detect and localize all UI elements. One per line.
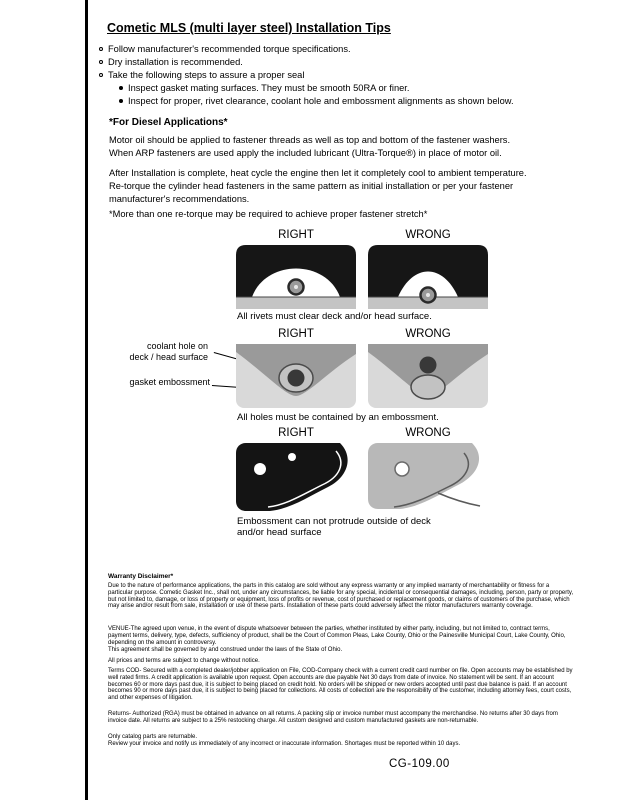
left-margin-rule: [85, 0, 88, 800]
right-label: RIGHT: [278, 328, 314, 340]
diagram-protrusion-right: [236, 443, 356, 511]
diagram-embossment-wrong: [368, 344, 488, 408]
wrong-label: WRONG: [405, 229, 451, 241]
disclaimer-heading: Warranty Disclaimer*: [108, 573, 174, 580]
gasket-hole: [254, 463, 266, 475]
disclaimer-paragraph: Due to the nature of performance applications, the parts in this catalog are sold without any express warranty or any implied warranty of merchantability or fitness for a particular purpose. Cometic Gasket Inc., shall not, under any circumstances, be liable for any special, incidental or consequential damages, including, person, party or property, but not limited to, damage, or loss of property or equipment, loss of profits or revenue, cost of purchased or replacement goods, or claims of customers of the purchase, which may arise and/or result from sale, installation or use of these parts. Installation of these parts could adversely affect the motor manufacturers warranty coverage.: [108, 583, 574, 610]
disclaimer-paragraph: Terms COD- Secured with a completed dealer/jobber application on File, COD-Company check with a current credit card number on file. Open accounts may be established by well rated firms. A credit application is available upon request. Open accounts are due payable Net 30 days from date of invoice. No statement will be sent. If an account becomes 60 or more days past due, it is subject to being placed on credit hold. No orders will be shipped or new orders accepted until past due balance is paid. If an account becomes 90 or more days past due, it is subject to being placed for collections. All costs of collection are the responsibility of the customer, including attorney fees, court costs, and other expenses of litigation.: [108, 668, 573, 702]
right-label: RIGHT: [278, 229, 314, 241]
diagram-caption: All holes must be contained by an embossment.: [237, 412, 439, 423]
tip-text: Inspect for proper, rivet clearance, coolant hole and embossment alignments as shown below.: [128, 96, 514, 106]
gasket-hole: [288, 453, 296, 461]
diagram-embossment-right: [236, 344, 356, 408]
diagram-protrusion-wrong: [368, 443, 488, 511]
tip-item: [99, 70, 304, 80]
tip-sub-item: [119, 96, 514, 106]
tip-text: Inspect gasket mating surfaces. They must be smooth 50RA or finer.: [128, 83, 410, 93]
embossment-ring: [411, 375, 445, 399]
diesel-note: *More than one re-torque may be required to achieve proper fastener stretch*: [109, 209, 428, 219]
wrong-label: WRONG: [405, 328, 451, 340]
disclaimer-paragraph: VENUE-The agreed upon venue, in the event of dispute whatsoever between the parties, whether instituted by either party, including, but not limited to, contract terms, payment terms, delivery, type, defects, sufficiency of product, shall be the Court of Common Pleas, Lake County, Ohio or the Painesville Municipal Court, Lake County, Ohio, depending on the amount in controversy.: [108, 626, 566, 646]
tip-item: [99, 44, 351, 54]
bullet-ring-icon: [99, 73, 103, 77]
bullet-ring-icon: [99, 47, 103, 51]
callout-coolant-hole: coolant hole on deck / head surface: [129, 341, 208, 362]
disclaimer-paragraph: Only catalog parts are returnable.: [108, 734, 198, 740]
callout-gasket-embossment: gasket embossment: [129, 377, 210, 387]
page-title: Cometic MLS (multi layer steel) Installation Tips: [107, 21, 391, 35]
coolant-hole: [288, 370, 305, 387]
diesel-paragraph: Motor oil should be applied to fastener threads as well as top and bottom of the fastener washers. When ARP fasteners are used apply the included lubricant (Ultra-Torque®) in place of motor oil.: [109, 135, 511, 158]
diesel-heading: *For Diesel Applications*: [109, 117, 228, 128]
tip-sub-item: [119, 83, 409, 93]
diagram-rivet-wrong: [368, 245, 488, 309]
disclaimer-paragraph: This agreement shall be governed by and construed under the laws of the State of Ohio.: [108, 647, 343, 653]
tip-text: Follow manufacturer's recommended torque specifications.: [108, 44, 351, 54]
disclaimer-paragraph: Review your invoice and notify us immediately of any incorrect or inaccurate information. Shortages must be reported within 10 days.: [108, 741, 461, 747]
bullet-ring-icon: [99, 60, 103, 64]
page-number: CG-109.00: [389, 758, 450, 770]
diagram-caption: All rivets must clear deck and/or head surface.: [237, 311, 432, 322]
gasket-hole: [395, 462, 409, 476]
bullet-dot-icon: [119, 99, 123, 103]
coolant-hole: [420, 357, 437, 374]
bullet-dot-icon: [119, 86, 123, 90]
disclaimer-paragraph: Returns- Authorized (RGA) must be obtained in advance on all returns. A packing slip or invoice number must accompany the merchandise. No returns after 30 days from invoice date. All returns are subject to a 25% restocking charge. All custom designed and custom manufactured gaskets are non-returnable.: [108, 711, 558, 724]
diagram-caption: Embossment can not protrude outside of deck and/or head surface: [237, 516, 431, 538]
tip-text: Dry installation is recommended.: [108, 57, 243, 67]
diagram-rivet-right: [236, 245, 356, 309]
right-label: RIGHT: [278, 427, 314, 439]
wrong-label: WRONG: [405, 427, 451, 439]
disclaimer-paragraph: All prices and terms are subject to change without notice.: [108, 658, 260, 664]
diesel-paragraph: After Installation is complete, heat cycle the engine then let it completely cool to ambient temperature. Re-torque the cylinder head fasteners in the same pattern as initial installation or per your fastener manufacturer's recommendations.: [109, 168, 527, 204]
tip-item: [99, 57, 243, 67]
tip-text: Take the following steps to assure a proper seal: [108, 70, 305, 80]
